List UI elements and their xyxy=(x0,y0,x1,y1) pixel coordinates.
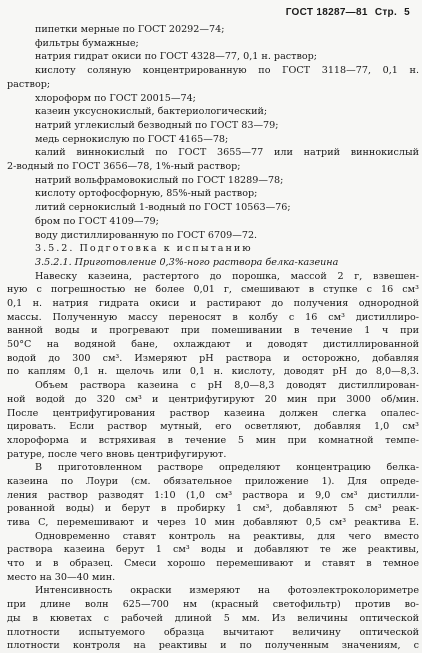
text-line: плотности контроля на реактивы и по полученным значениям, с xyxy=(7,640,419,652)
text-line: водой до 300 см³. Измеряют pH раствора и осторожно, добавляя xyxy=(7,352,419,364)
document-body xyxy=(7,23,419,653)
page-label: Стр. xyxy=(374,7,398,18)
text-line: воду дистиллированную по ГОСТ 6709—72. xyxy=(35,229,258,241)
text-line: пипетки мерные по ГОСТ 20292—74; xyxy=(35,24,225,35)
text-line: кислоту ортофосфорную, 85%-ный раствор; xyxy=(35,188,258,200)
text-line: рованной воды) и берут в пробирку 1 см³, добавляют 5 см³ реак- xyxy=(7,503,419,515)
text-line: фильтры бумажные; xyxy=(35,37,139,49)
text-line: После центрифугирования раствор казеина должен слегка опалес- xyxy=(7,407,419,419)
text-line: бром по ГОСТ 4109—79; xyxy=(35,215,159,227)
text-line: что и в образец. Смеси хорошо перемешивают и ставят в темное xyxy=(7,558,419,570)
text-line: при длине волн 625—700 нм (красный светофильтр) против во- xyxy=(7,599,419,611)
text-line: ной водой до 320 см³ и центрифугируют 20 мин при 3000 об/мин. xyxy=(7,393,419,405)
text-line: ды в кюветах с рабочей длиной 5 мм. Из величины оптической xyxy=(7,612,419,624)
text-line: 50°С на водяной бане, охлаждают и доводят дистиллированной xyxy=(7,339,419,351)
text-line: ную с погрешностью не более 0,01 г, смешивают в ступке с 16 см³ xyxy=(7,284,419,296)
text-line: Интенсивность окраски измеряют на фотоэлектроколориметре xyxy=(35,585,419,597)
page-header xyxy=(282,7,410,18)
text-line: раствора казеина берут 1 см³ воды и добавляют те же реактивы, xyxy=(7,544,419,556)
page-number: 5 xyxy=(404,7,410,18)
text-line: натрий вольфрамовокислый по ГОСТ 18289—78; xyxy=(35,174,284,186)
text-line: Одновременно ставят контроль на реактивы, для чего вместо xyxy=(35,530,419,542)
text-line: казеина по Лоури (см. обязательное приложение 1). Для опреде- xyxy=(7,475,419,487)
text-line: В приготовленном растворе определяют концентрацию белка- xyxy=(35,462,419,474)
text-line: Объем раствора казеина с pH 8,0—8,3 доводят дистиллирован- xyxy=(35,380,419,392)
text-line: 3.5.2.1. Приготовление 0,3%-ного раствора белка-казеина xyxy=(35,256,339,268)
text-line: кислоту соляную концентрированную по ГОСТ 3118—77, 0,1 н. xyxy=(35,65,419,77)
text-line: массы. Полученную массу переносят в колбу с 16 см³ дистиллиро- xyxy=(7,311,419,323)
text-line: раствор; xyxy=(7,78,51,90)
text-line: медь сернокислую по ГОСТ 4165—78; xyxy=(35,133,229,145)
text-line: ратуре, после чего вновь центрифугируют. xyxy=(7,448,227,460)
text-line: 3.5.2. Подготовка к испытанию xyxy=(35,243,253,255)
text-line: 2-водный по ГОСТ 3656—78, 1%-ный раствор; xyxy=(7,161,241,172)
text-line: ванной воды и прогревают при помешивании в течение 1 ч при xyxy=(7,325,419,337)
text-line: цировать. Если раствор мутный, его осветляют, добавляя 1,0 см³ xyxy=(7,421,419,433)
text-line: ления раствор разводят 1:10 (1,0 см³ раствора и 9,0 см³ дистилли- xyxy=(7,489,419,501)
text-line: казеин уксуснокислый, бактериологический; xyxy=(35,106,268,118)
text-line: литий сернокислый 1-водный по ГОСТ 10563—76; xyxy=(35,202,291,214)
text-line: хлороформ по ГОСТ 20015—74; xyxy=(35,92,196,104)
text-line: натрия гидрат окиси по ГОСТ 4328—77, 0,1 н. раствор; xyxy=(35,51,318,63)
text-line: натрий углекислый безводный по ГОСТ 83—79; xyxy=(35,119,279,131)
text-line: место на 30—40 мин. xyxy=(7,571,116,583)
text-line: хлороформа и встряхивая в течение 5 мин при комнатной темпе- xyxy=(7,434,419,446)
text-line: по каплям 0,1 н. щелочь или 0,1 н. кислоту, доводят pH до 8,0—8,3. xyxy=(7,366,419,378)
text-line: 0,1 н. натрия гидрата окиси и растирают до получения однородной xyxy=(7,298,419,309)
text-line: плотности испытуемого образца вычитают величину оптической xyxy=(7,626,419,638)
standard-number: ГОСТ 18287—81 xyxy=(285,7,368,18)
text-line: тива С, перемешивают и через 10 мин добавляют 0,5 см³ реактива Е. xyxy=(7,517,419,529)
text-line: Навеску казеина, растертого до порошка, массой 2 г, взвешен- xyxy=(35,270,419,282)
text-line: калий виннокислый по ГОСТ 3655—77 или натрий виннокислый xyxy=(35,147,419,159)
